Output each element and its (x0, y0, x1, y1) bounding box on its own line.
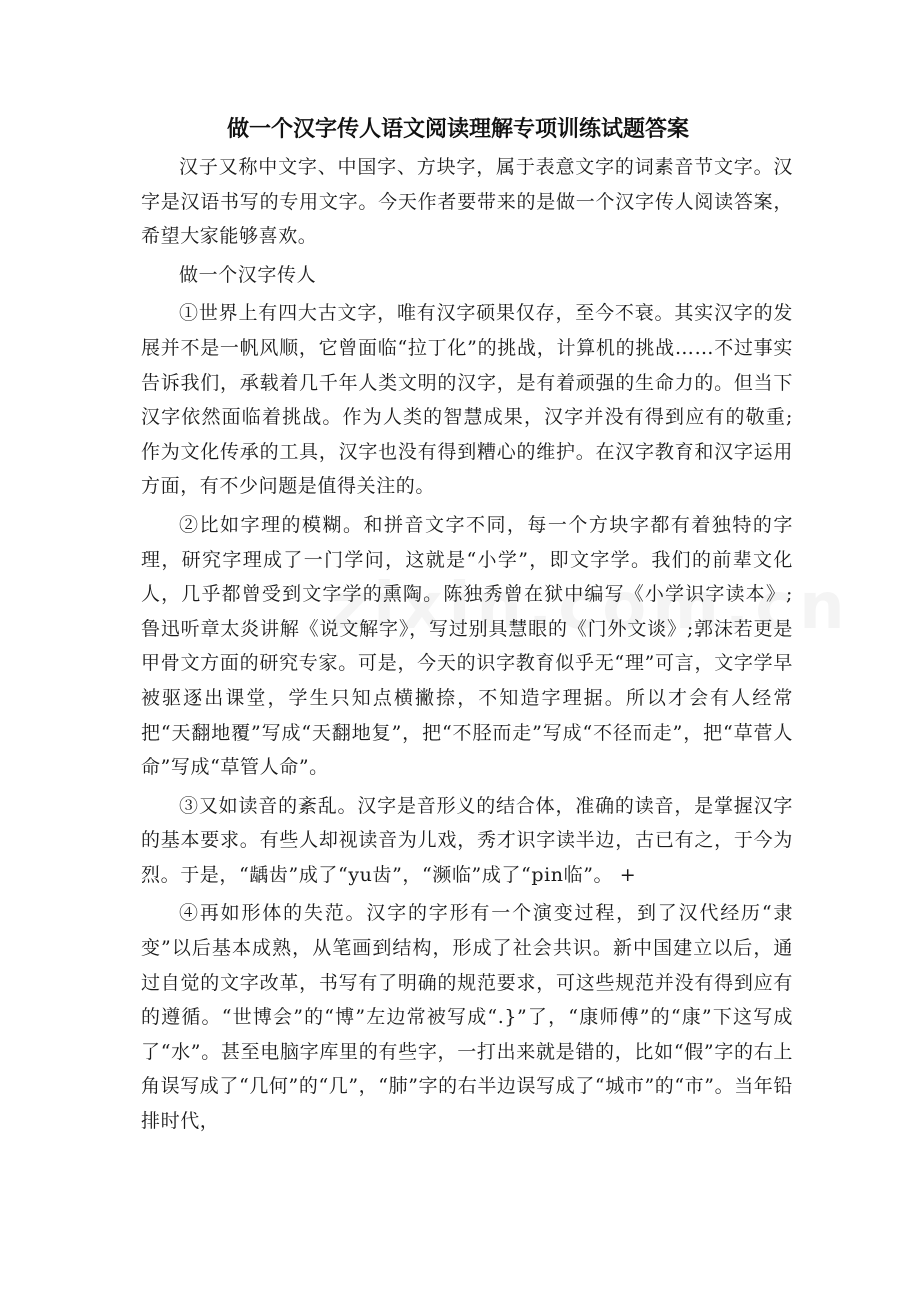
paragraph-4: ④再如形体的失范。汉字的字形有一个演变过程，到了汉代经历“隶变”以后基本成熟，从笔画到结构，形成了社会共识。新中国建立以后，通过自觉的文字改革，书写有了明确的规范要求，可这些规范并没有得到应有的遵循。“世博会”的“博”左边常被写成“.}”了，“康师傅”的“康”下这写成了“水”。甚至电脑字库里的有些字，一打出来就是错的，比如“假”字的右上角误写成了“几何”的“几”，“肺”字的右半边误写成了“城市”的“市”。当年铅排时代， (141, 902, 793, 1133)
document-page (141, 112, 793, 1143)
article-subtitle: 做一个汉字传人 (179, 263, 317, 286)
paragraph-1: ①世界上有四大古文字，唯有汉字硕果仅存，至今不衰。其实汉字的发展并不是一帆风顺，它曾面临“拉丁化”的挑战，计算机的挑战……不过事实告诉我们，承载着几千年人类文明的汉字，是有着顽强的生命力的。但当下汉字依然面临着挑战。作为人类的智慧成果，汉字并没有得到应有的敬重;作为文化传承的工具，汉字也没有得到糟心的维护。在汉字教育和汉字运用方面，有不少问题是值得关注的。 (141, 302, 793, 498)
intro-paragraph: 汉子又称中文字、中国字、方块字，属于表意文字的词素音节文字。汉字是汉语书写的专用文字。今天作者要带来的是做一个汉字传人阅读答案，希望大家能够喜欢。 (141, 156, 793, 248)
document-title: 做一个汉字传人语文阅读理解专项训练试题答案 (227, 117, 690, 142)
paragraph-3: ③又如读音的紊乱。汉字是音形义的结合体，准确的读音，是掌握汉字的基本要求。有些人却视读音为儿戏，秀才识字读半边，古已有之，于今为烈。于是，“龋齿”成了“yu齿”，“濒临”成了“pin临”。 + (141, 794, 793, 886)
paragraph-2: ②比如字理的模糊。和拼音文字不同，每一个方块字都有着独特的字理，研究字理成了一门学问，这就是“小学”，即文字学。我们的前辈文化人，几乎都曾受到文字学的熏陶。陈独秀曾在狱中编写《小学识字读本》;鲁迅听章太炎讲解《说文解字》，写过别具慧眼的《门外文谈》;郭沫若更是甲骨文方面的研究专家。可是，今天的识字教育似乎无“理”可言，文字学早被驱逐出课堂，学生只知点横撇捺，不知造字理据。所以才会有人经常把“天翻地覆”写成“天翻地复”，把“不胫而走”写成“不径而走”，把“草菅人命”写成“草管人命”。 (141, 513, 793, 779)
